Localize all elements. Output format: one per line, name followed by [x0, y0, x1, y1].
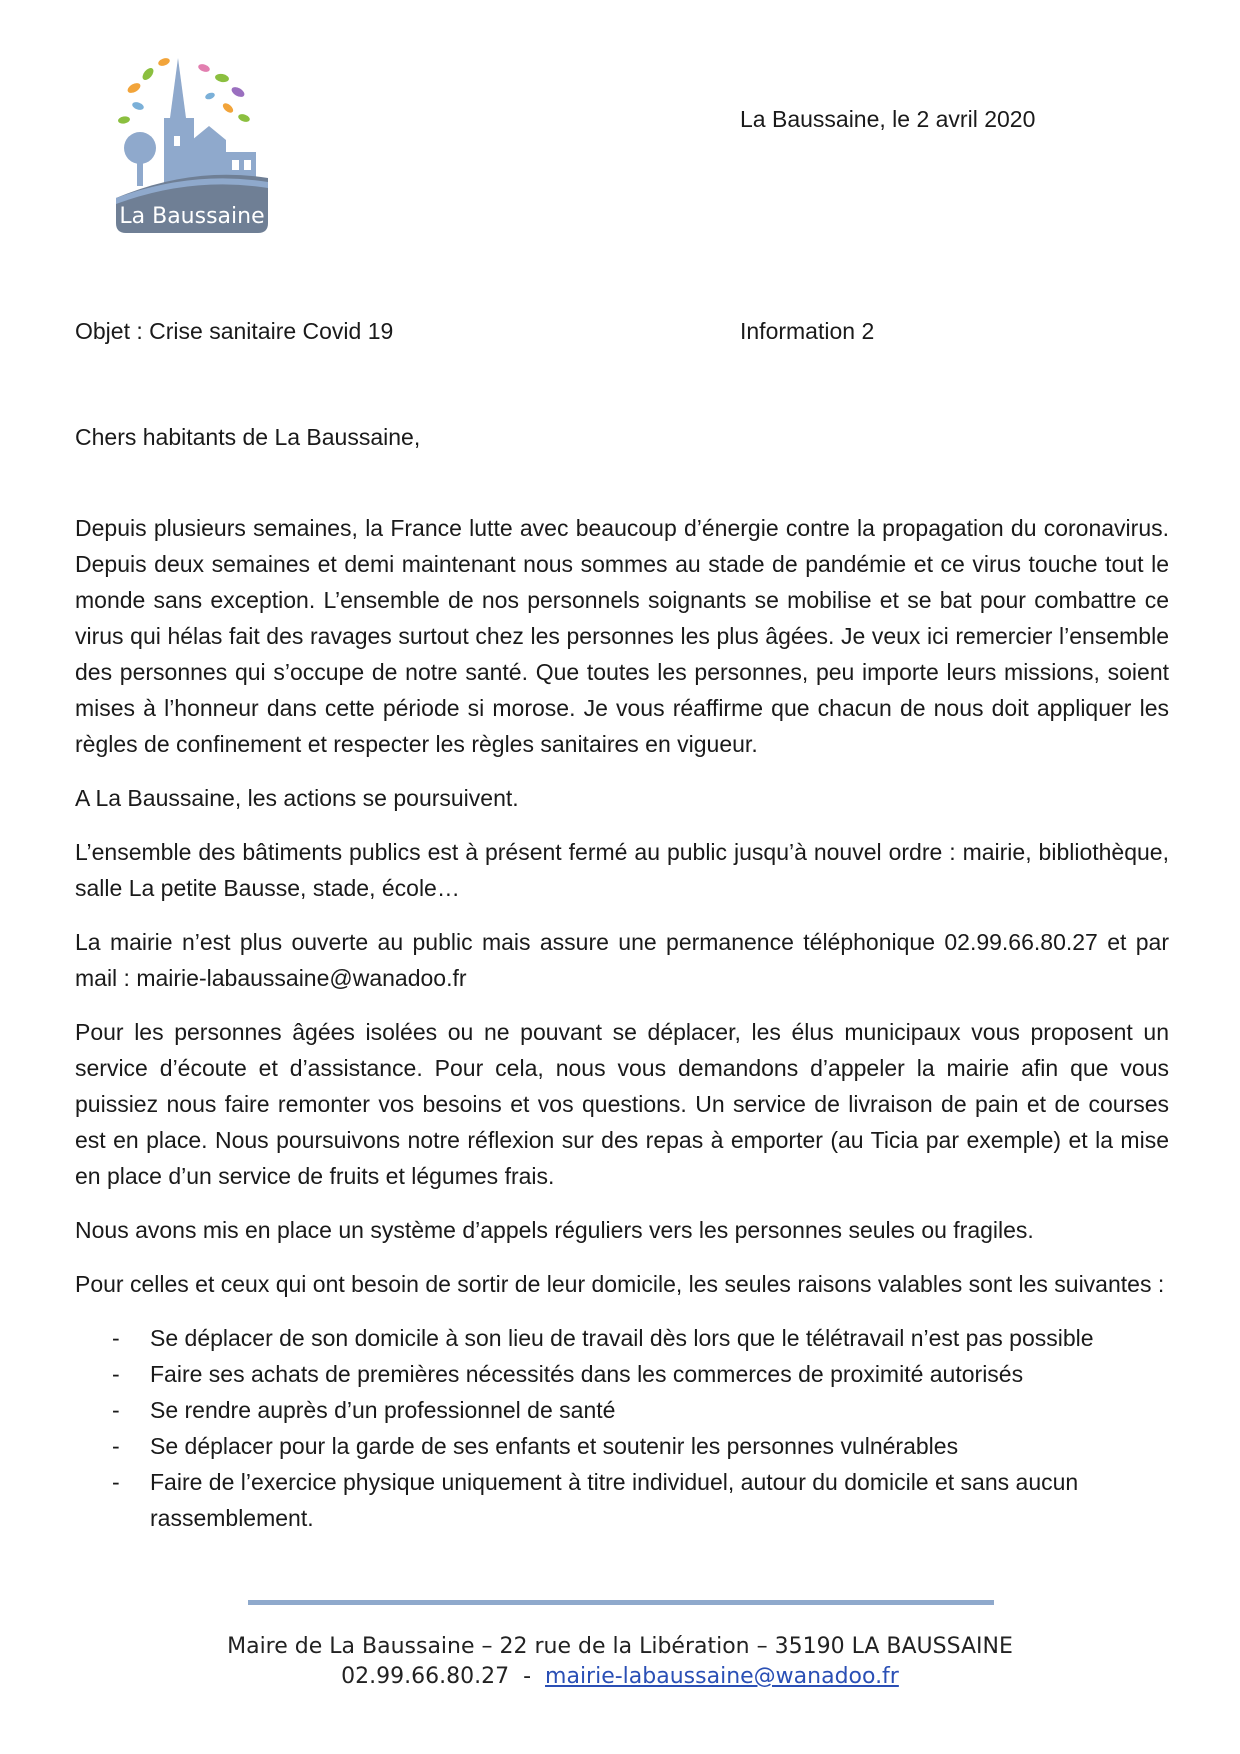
paragraph-buildings: L’ensemble des bâtiments publics est à présent fermé au public jusqu’à nouvel ordre : mairie, bibliothèque, salle La petite Bausse, stade, école… — [75, 839, 1169, 901]
salutation: Chers habitants de La Baussaine, — [75, 424, 421, 450]
information-number: Information 2 — [740, 318, 875, 344]
paragraph-intro: Depuis plusieurs semaines, la France lutte avec beaucoup d’énergie contre la propagation du coronavirus. Depuis deux semaines et demi maintenant nous sommes au stade de pandémie et ce virus touche tout le monde sans exception. L’ensemble de nos personnels soignants se mobilise et se bat pour combattre ce virus qui hélas fait des ravages surtout chez les personnes les plus âgées. Je veux ici remercier l’ensemble des personnes qui s’occupe de notre santé. Que toutes les personnes, peu importe leurs missions, soient mises à l’honneur dans cette période si morose. Je vous réaffirme que chacun de nous doit appliquer les règles de confinement et respecter les règles sanitaires en vigueur. — [75, 515, 1169, 757]
paragraph-reasons: Pour celles et ceux qui ont besoin de sortir de leur domicile, les seules raisons valables sont les suivantes : — [75, 1271, 1165, 1297]
logo-graphic — [112, 48, 302, 238]
footer-email-link[interactable]: mairie-labaussaine@wanadoo.fr — [545, 1664, 899, 1689]
list-item-text: Faire de l’exercice physique uniquement à titre individuel, autour du domicile et sans aucun rassemblement. — [150, 1469, 1079, 1531]
bullet-dash: - — [112, 1397, 120, 1423]
letter-object: Objet : Crise sanitaire Covid 19 — [75, 318, 394, 344]
list-item — [75, 1428, 1169, 1464]
bullet-dash: - — [112, 1361, 120, 1387]
letter-body — [75, 510, 1169, 1536]
bullet-dash: - — [112, 1325, 120, 1351]
footer-separator: - — [523, 1664, 532, 1689]
paragraph-mairie-contact: La mairie n’est plus ouverte au public mais assure une permanence téléphonique 02.99.66.80.27 et par mail : mairie-labaussaine@wanadoo.fr — [75, 929, 1169, 991]
list-item — [75, 1464, 1169, 1536]
footer-contact — [0, 1662, 1240, 1692]
footer-phone: 02.99.66.80.27 — [341, 1664, 510, 1689]
municipality-logo — [112, 48, 302, 238]
paragraph-calls: Nous avons mis en place un système d’appels réguliers vers les personnes seules ou fragiles. — [75, 1217, 1034, 1243]
letter-date: La Baussaine, le 2 avril 2020 — [740, 106, 1036, 132]
paragraph-assistance: Pour les personnes âgées isolées ou ne pouvant se déplacer, les élus municipaux vous proposent un service d’écoute et d’assistance. Pour cela, nous vous demandons d’appeler la mairie afin que vous puissiez nous faire remonter vos besoins et vos questions. Un service de livraison de pain et de courses est en place. Nous poursuivons notre réflexion sur des repas à emporter (au Ticia par exemple) et la mise en place d’un service de fruits et légumes frais. — [75, 1019, 1169, 1189]
logo-text: La Baussaine — [119, 204, 265, 229]
reasons-list — [75, 1320, 1169, 1536]
bullet-dash: - — [112, 1433, 120, 1459]
list-item-text: Se déplacer de son domicile à son lieu de travail dès lors que le télétravail n’est pas possible — [150, 1325, 1094, 1351]
bullet-dash: - — [112, 1469, 120, 1495]
footer — [0, 1632, 1240, 1692]
footer-address: Maire de La Baussaine – 22 rue de la Libération – 35190 LA BAUSSAINE — [227, 1634, 1013, 1659]
footer-divider — [248, 1600, 994, 1605]
list-item — [75, 1356, 1169, 1392]
list-item-text: Se déplacer pour la garde de ses enfants et soutenir les personnes vulnérables — [150, 1433, 959, 1459]
list-item-text: Faire ses achats de premières nécessités dans les commerces de proximité autorisés — [150, 1361, 1024, 1387]
list-item — [75, 1320, 1169, 1356]
paragraph-actions: A La Baussaine, les actions se poursuivent. — [75, 785, 519, 811]
list-item — [75, 1392, 1169, 1428]
list-item-text: Se rendre auprès d’un professionnel de santé — [150, 1397, 616, 1423]
